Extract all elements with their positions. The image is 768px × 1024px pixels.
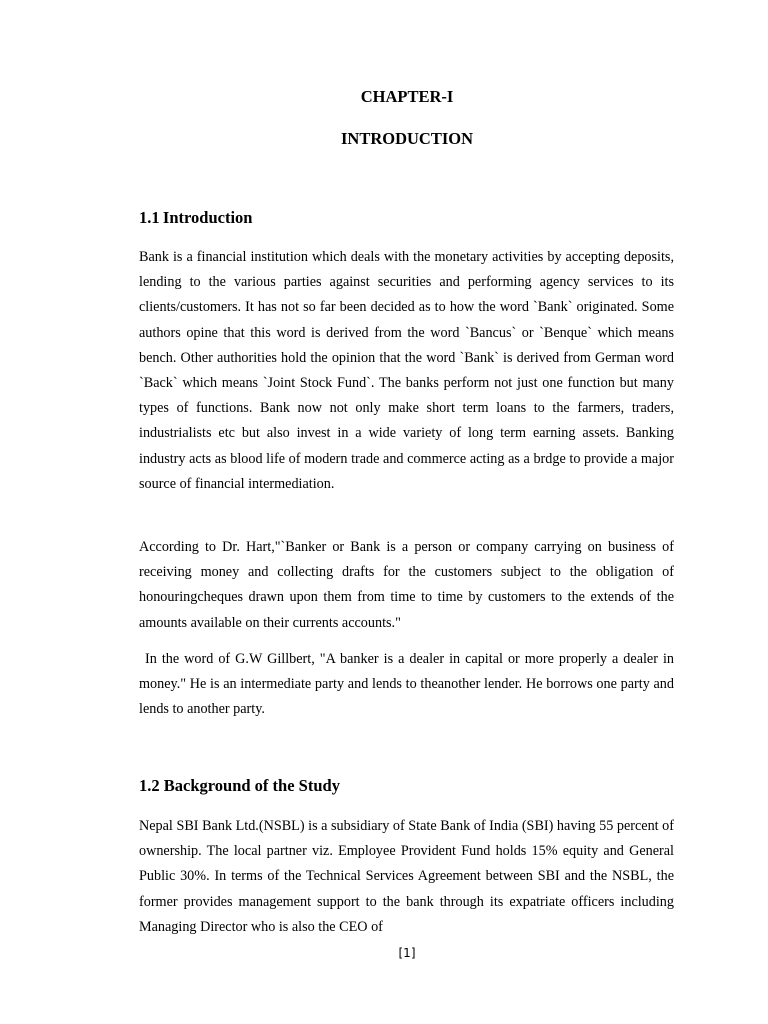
chapter-title: INTRODUCTION bbox=[340, 129, 474, 148]
paragraph-bank-definition: Bank is a financial institution which deals with the monetary activities by accepting deposits, lending to the various parties against securities and performing agency services to its clients/customers. It has not so far been decided as to how the word `Bank` originated. Some authors opine that this word is derived from the word `Bancus` or `Benque` which means bench. Other authorities hold the opinion that the word `Bank` is derived from German word `Back` which means `Joint Stock Fund`. The banks perform not just one function but many types of functions. Bank now not only make short term loans to the farmers, traders, industrialists etc but also invest in a wide variety of long term earning assets. Banking industry acts as blood life of modern trade and commerce acting as a brdge to provide a major source of financial intermediation. bbox=[139, 249, 674, 492]
page-number: [1] bbox=[398, 946, 416, 960]
section-heading-background: 1.2 Background of the Study bbox=[139, 776, 340, 795]
paragraph-gillbert-quote: In the word of G.W Gillbert, "A banker is a dealer in capital or more properly a dealer in money." He is an intermediate party and lends to theanother lender. He borrows one party and lends to another party. bbox=[139, 651, 674, 718]
paragraph-nsbl-background: Nepal SBI Bank Ltd.(NSBL) is a subsidiary of State Bank of India (SBI) having 55 percent of ownership. The local partner viz. Employee Provident Fund holds 15% equity and General Public 30%. In terms of the Technical Services Agreement between SBI and the NSBL, the former provides management support to the bank through its expatriate officers including Managing Director who is also the CEO of bbox=[139, 818, 674, 935]
section-heading-introduction: 1.1 Introduction bbox=[139, 208, 253, 227]
chapter-label: CHAPTER-I bbox=[360, 87, 454, 106]
paragraph-hart-quote: According to Dr. Hart,"`Banker or Bank is a person or company carrying on business of receiving money and collecting drafts for the customers subject to the obligation of honouringcheques drawn upon them from time to time by customers to the extends of the amounts available on their currents accounts." bbox=[139, 539, 674, 631]
